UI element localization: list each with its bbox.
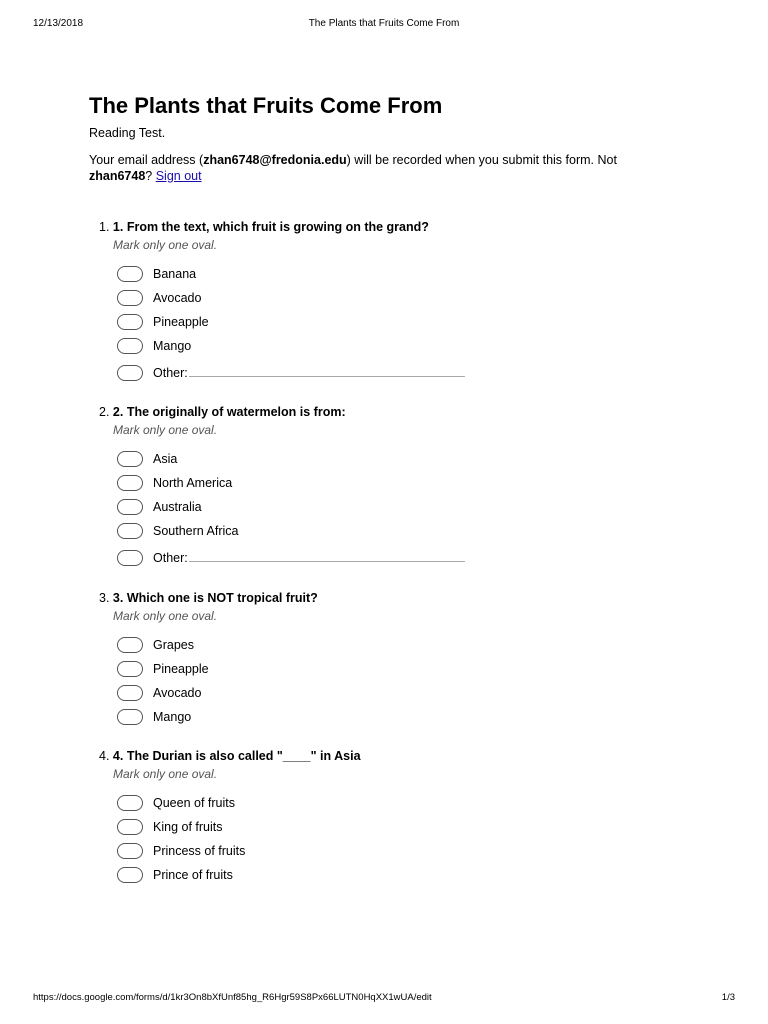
- options-list: [99, 794, 659, 890]
- option-pineapple[interactable]: [117, 660, 659, 684]
- print-page-title: The Plants that Fruits Come From: [308, 18, 460, 29]
- other-text-field[interactable]: [189, 376, 465, 377]
- print-header: [0, 18, 768, 32]
- email-suffix: ) will be recorded when you submit this form. Not: [346, 153, 617, 167]
- question-instruction: Mark only one oval.: [113, 423, 218, 437]
- option-label: Princess of fruits: [153, 844, 246, 858]
- option-label: Asia: [153, 452, 178, 466]
- sign-out-link[interactable]: Sign out: [155, 169, 202, 183]
- page-number: 1/3: [721, 992, 735, 1003]
- user-suffix: ?: [145, 169, 156, 183]
- option-australia[interactable]: [117, 498, 659, 522]
- option-pineapple[interactable]: [117, 313, 659, 337]
- options-list: [99, 450, 659, 572]
- question-3: [99, 590, 659, 732]
- radio-oval[interactable]: [117, 709, 143, 725]
- option-north-america[interactable]: [117, 474, 659, 498]
- radio-oval[interactable]: [117, 266, 143, 282]
- option-grapes[interactable]: [117, 636, 659, 660]
- question-4: [99, 748, 659, 890]
- option-princess-of-fruits[interactable]: [117, 842, 659, 866]
- email-address: zhan6748@fredonia.edu: [203, 153, 347, 167]
- radio-oval[interactable]: [117, 365, 143, 381]
- options-list: [99, 636, 659, 732]
- option-other[interactable]: [117, 546, 659, 572]
- option-label: Avocado: [153, 291, 202, 305]
- option-label: Grapes: [153, 638, 194, 652]
- email-prefix: Your email address (: [89, 153, 204, 167]
- option-banana[interactable]: [117, 265, 659, 289]
- print-footer: [0, 992, 768, 1006]
- radio-oval[interactable]: [117, 499, 143, 515]
- option-label: Other:: [153, 366, 188, 380]
- email-notice: [89, 152, 649, 184]
- question-instruction: Mark only one oval.: [113, 238, 218, 252]
- question-header: [99, 219, 659, 235]
- radio-oval[interactable]: [117, 819, 143, 835]
- question-number: 3.: [99, 591, 110, 605]
- option-label: Mango: [153, 710, 192, 724]
- option-label: Mango: [153, 339, 192, 353]
- user-name: zhan6748: [89, 169, 146, 183]
- radio-oval[interactable]: [117, 290, 143, 306]
- radio-oval[interactable]: [117, 550, 143, 566]
- other-text-field[interactable]: [189, 561, 465, 562]
- question-header: [99, 590, 659, 606]
- option-other[interactable]: [117, 361, 659, 387]
- option-king-of-fruits[interactable]: [117, 818, 659, 842]
- option-label: Pineapple: [153, 315, 209, 329]
- option-asia[interactable]: [117, 450, 659, 474]
- radio-oval[interactable]: [117, 314, 143, 330]
- question-number: 1.: [99, 220, 110, 234]
- question-number: 4.: [99, 749, 110, 763]
- radio-oval[interactable]: [117, 843, 143, 859]
- radio-oval[interactable]: [117, 661, 143, 677]
- question-header: [99, 748, 659, 764]
- radio-oval[interactable]: [117, 451, 143, 467]
- option-avocado[interactable]: [117, 289, 659, 313]
- option-mango[interactable]: [117, 708, 659, 732]
- form-title: The Plants that Fruits Come From: [89, 93, 443, 118]
- print-url: https://docs.google.com/forms/d/1kr3On8bXfUnf85hg_R6Hgr59S8Px66LUTN0HqXX1wUA/edit: [33, 992, 432, 1003]
- question-instruction: Mark only one oval.: [113, 767, 218, 781]
- option-label: Banana: [153, 267, 197, 281]
- question-number: 2.: [99, 405, 110, 419]
- print-date: 12/13/2018: [33, 18, 84, 29]
- option-label: Avocado: [153, 686, 202, 700]
- option-southern-africa[interactable]: [117, 522, 659, 546]
- radio-oval[interactable]: [117, 637, 143, 653]
- option-label: Australia: [153, 500, 202, 514]
- radio-oval[interactable]: [117, 475, 143, 491]
- question-1: [99, 219, 659, 387]
- option-label: North America: [153, 476, 233, 490]
- question-text: 2. The originally of watermelon is from:: [112, 405, 346, 419]
- option-label: Southern Africa: [153, 524, 239, 538]
- form-description: Reading Test.: [89, 126, 166, 140]
- question-text: 3. Which one is NOT tropical fruit?: [112, 591, 318, 605]
- option-queen-of-fruits[interactable]: [117, 794, 659, 818]
- option-label: Other:: [153, 551, 188, 565]
- option-label: King of fruits: [153, 820, 223, 834]
- question-text: 1. From the text, which fruit is growing on the grand?: [112, 220, 429, 234]
- option-mango[interactable]: [117, 337, 659, 361]
- question-header: [99, 404, 659, 420]
- option-label: Prince of fruits: [153, 868, 233, 882]
- question-2: [99, 404, 659, 572]
- option-avocado[interactable]: [117, 684, 659, 708]
- radio-oval[interactable]: [117, 685, 143, 701]
- question-text: 4. The Durian is also called "____" in Asia: [112, 749, 361, 763]
- option-prince-of-fruits[interactable]: [117, 866, 659, 890]
- radio-oval[interactable]: [117, 867, 143, 883]
- question-instruction: Mark only one oval.: [113, 609, 218, 623]
- option-label: Queen of fruits: [153, 796, 235, 810]
- option-label: Pineapple: [153, 662, 209, 676]
- radio-oval[interactable]: [117, 523, 143, 539]
- radio-oval[interactable]: [117, 338, 143, 354]
- options-list: [99, 265, 659, 387]
- radio-oval[interactable]: [117, 795, 143, 811]
